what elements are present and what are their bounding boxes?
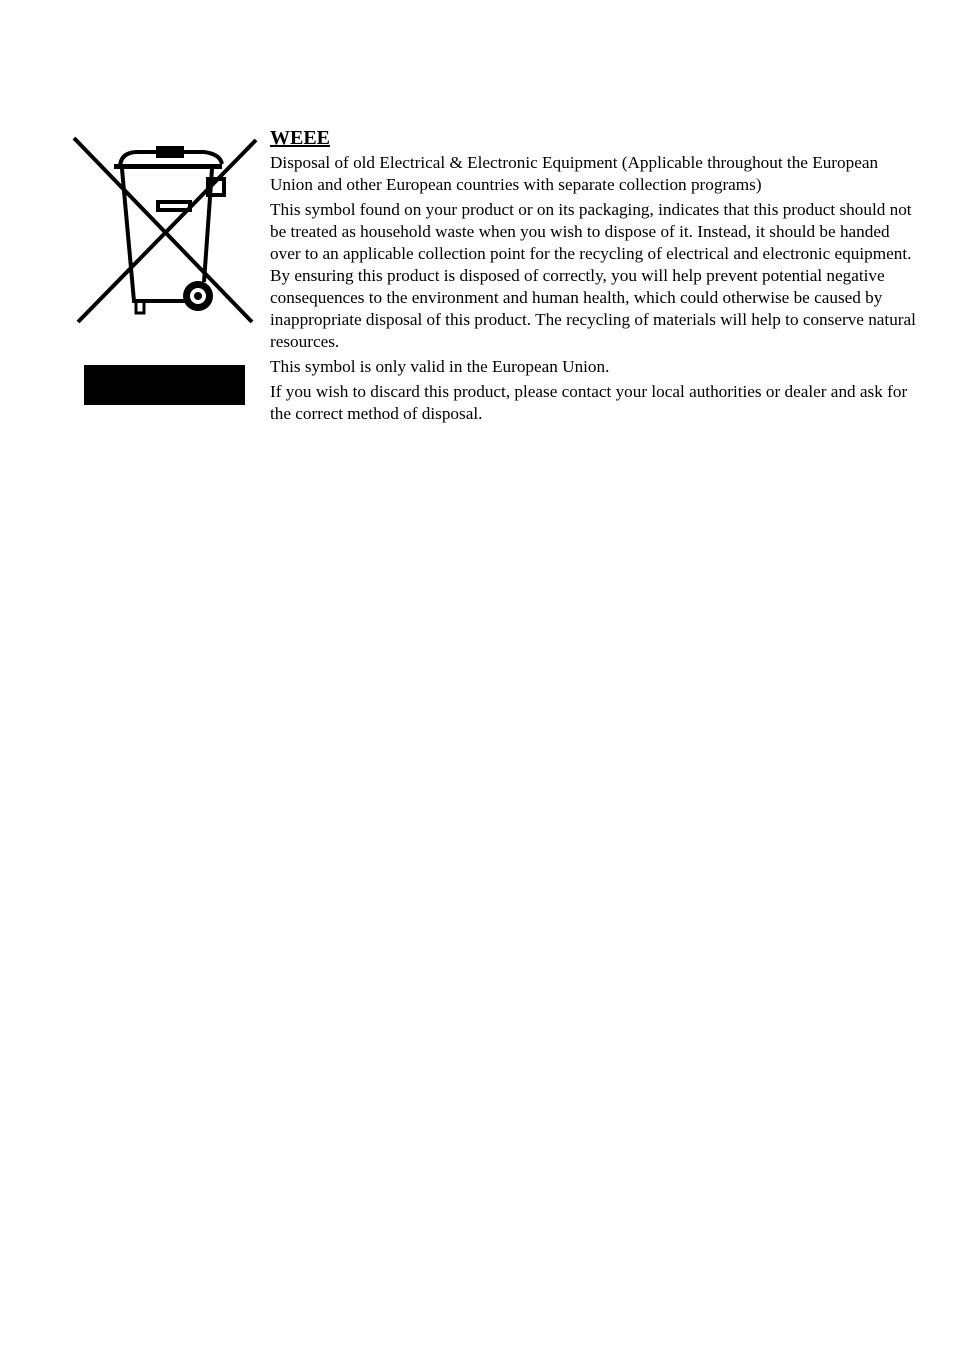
paragraph-symbol-explanation: This symbol found on your product or on its packaging, indicates that this product should not be treated as household waste when you wish to dispose of it. Instead, it should be handed over to an applicable collection point for the recycling of electrical and electronic equipment. By ensuring this product is disposed of correctly, you will help prevent potential negative consequences to the environment and human health, which could otherwise be caused by inappropriate disposal of this product. The recycling of materials will help to conserve natural resources. [270,200,916,351]
weee-notice [270,125,920,428]
crossed-out-wheelie-bin-icon [70,134,260,330]
paragraph-discard-instructions: If you wish to discard this product, please contact your local authorities or dealer and ask for the correct method of disposal. [270,382,908,423]
paragraph-eu-validity: This symbol is only valid in the European Union. [270,357,610,376]
section-title: WEEE [270,127,331,149]
black-bar [84,365,245,405]
paragraph-disposal-heading: Disposal of old Electrical & Electronic Equipment (Applicable throughout the European Union and other European countries with separate collection programs) [270,153,879,194]
